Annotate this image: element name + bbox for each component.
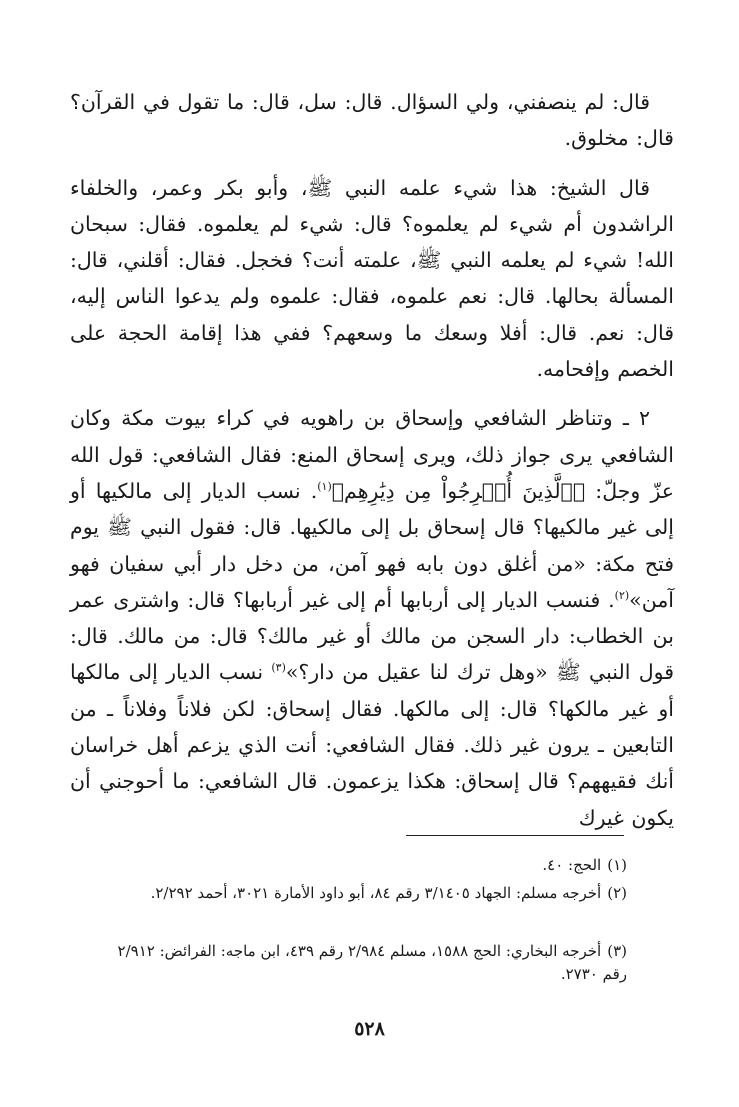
main-text [70, 84, 674, 836]
footnote-number: (٣) [607, 942, 627, 960]
footnote-ref: (١) [317, 480, 332, 494]
footnote-ref: (٢) [614, 589, 630, 603]
text-run: . نسب الديار إلى مالكيها أو إلى غير مالكيها؟ قال إسحاق بل إلى مالكيها. قال: فقول النبي ﷺ يوم فتح مكة: «من أغلق دون بابه فهو آمن، من دخل دار أبي سفيان فهو آمن» [70, 478, 674, 612]
paragraph-2 [70, 170, 674, 388]
footnote-text: أخرجه مسلم: الجهاد ٣/١٤٠٥ رقم ٨٤، أبو داود الأمارة ٣٠٢١، أحمد ٢/٢٩٢. [150, 884, 602, 902]
footnote-text: أخرجه البخاري: الحج ١٥٨٨، مسلم ٢/٩٨٤ رقم ٤٣٩، ابن ماجه: الفرائض: ٢/٩١٢ رقم ٢٧٣٠. [117, 942, 627, 983]
text-run: نسب الديار إلى مالكها أو غير مالكها؟ قال: إلى مالكها. فقال إسحاق: لكن فلاناً وفلاناً ـ من التابعين ـ يرون غير ذلك. فقال الشافعي: أنت الذي يزعم أهل خراسان أنك فقيههم؟ قال إسحاق: هكذا يزعمون. قال الشافعي: ما أحوجني أن يكون غيرك [70, 660, 674, 830]
footnote-divider [406, 835, 624, 836]
text-run: قال: لم ينصفني، ولي السؤال. قال: سل، قال: ما تقول في القرآن؟ قال: مخلوق. [70, 90, 674, 151]
footnote-number: (١) [607, 856, 627, 874]
text-run: ٢ ـ وتناظر الشافعي وإسحاق بن راهويه في كراء بيوت مكة وكان الشافعي يرى جواز ذلك، ويرى إسحاق المنع: فقال الشافعي: قول الله عزّ وجلّ: ﴿ٱلَّذِينَ أُخۡرِجُواْ مِن دِيَٰرِهِم﴾ [70, 406, 675, 503]
text-run: . فنسب الديار إلى أربابها أم إلى غير أربابها؟ قال: واشترى عمر بن الخطاب: دار السجن من مالك أو غير مالك؟ قال: من مالك. قال: قول النبي ﷺ «وهل ترك لنا عقيل من دار؟» [70, 587, 674, 685]
footnote-number: (٢) [607, 884, 627, 902]
page-number: ٥٢٨ [354, 1018, 385, 1040]
footnote-text: الحج: ٤٠. [542, 856, 602, 874]
footnote-3 [97, 940, 627, 986]
paragraph-1 [70, 84, 674, 157]
text-run: قال الشيخ: هذا شيء علمه النبي ﷺ، وأبو بكر وعمر، والخلفاء الراشدون أم شيء لم يعلموه؟ قال: شيء لم يعلموه. فقال: سبحان الله! شيء لم يعلمه النبي ﷺ، علمته أنت؟ فخجل. فقال: أقلني، قال: المسألة بحالها. قال: نعم علموه، فقال: علموه ولم يدعوا الناس إليه، قال: نعم. قال: أفلا وسعك ما وسعهم؟ ففي هذا إقامة الحجة على الخصم وإفحامه. [70, 175, 674, 382]
paragraph-3 [70, 400, 674, 836]
footnote-2 [97, 882, 627, 905]
footnote-1 [97, 854, 627, 877]
footnote-ref: (٣) [271, 661, 286, 675]
